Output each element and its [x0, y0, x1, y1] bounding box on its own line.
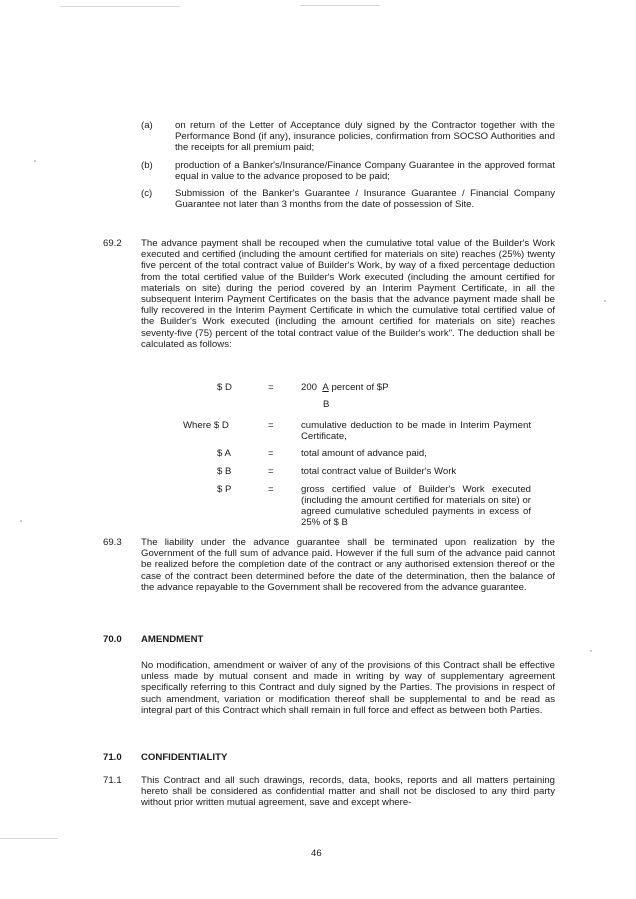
- where-row-description: gross certified value of Builder's Work executed (including the amount certified for materials on site) or agreed cumulative scheduled payments in excess of 25% of $ B: [301, 484, 531, 528]
- where-row-label: $ B: [217, 466, 232, 477]
- item-a-label: (a): [141, 120, 153, 131]
- where-row-label: $ P: [217, 484, 232, 495]
- section-70-heading: AMENDMENT: [141, 634, 204, 645]
- formula-numerator: [301, 382, 389, 393]
- where-row-equals: =: [268, 420, 274, 431]
- page-number: 46: [311, 848, 322, 859]
- scan-artifact-top: [60, 6, 180, 7]
- where-row-description: cumulative deduction to be made in Interim Payment Certificate,: [301, 420, 531, 442]
- clause-71-1-text: This Contract and all such drawings, records, data, books, reports and all matters pertaining hereto shall be considered as confidential matter and shall not be disclosed to any third party without prior written mutual agreement, save and except where-: [141, 775, 555, 809]
- formula-equals: =: [268, 382, 274, 393]
- clause-69-3-text: The liability under the advance guarantee shall be terminated upon realization by the Government of the full sum of advance paid. However if the full sum of the advance paid cannot be realized before the completion date of the contract or any authorised extension thereof or the case of the contract been determined before the date of the determination, then the balance of the advance repayable to the Government shall be recovered from the advance guarantee.: [141, 537, 555, 593]
- item-a-text: on return of the Letter of Acceptance duly signed by the Contractor together with the Performance Bond (if any), insurance policies, confirmation from SOCSO Authorities and the receipts for all premium paid;: [175, 120, 555, 154]
- item-b-label: (b): [141, 160, 153, 171]
- formula-lhs: $ D: [217, 382, 232, 393]
- where-row-description: total amount of advance paid,: [301, 448, 427, 459]
- formula-denominator: B: [323, 399, 330, 410]
- section-70-text: No modification, amendment or waiver of any of the provisions of this Contract shall be effective unless made by mutual consent and made in writing by way of supplementary agreement specifically referring to this Contract and duly signed by the Parties. The provisions in respect of such amendment, variation or modification thereof shall be supplemental to and be read as integral part of this Contract which shall remain in full force and effect as between both Parties.: [141, 660, 555, 716]
- scan-speck: [34, 160, 36, 162]
- clause-71-1-number: 71.1: [103, 775, 122, 786]
- where-row-equals: =: [268, 484, 274, 495]
- section-71-number: 71.0: [103, 752, 122, 763]
- formula-numerator-number: 200: [301, 382, 318, 393]
- scan-speck: [590, 650, 592, 652]
- clause-69-3-number: 69.3: [103, 537, 122, 548]
- item-c-text: Submission of the Banker's Guarantee / Insurance Guarantee / Financial Company Guarantee not later than 3 months from the date of possession of Site.: [175, 188, 555, 211]
- scan-artifact-top-2: [300, 5, 380, 6]
- where-row-equals: =: [268, 466, 274, 477]
- scan-speck: [604, 300, 606, 302]
- clause-69-2-number: 69.2: [103, 238, 122, 249]
- section-71-heading: CONFIDENTIALITY: [141, 752, 228, 763]
- where-row-label: Where $ D: [183, 420, 229, 431]
- clause-69-2-text: The advance payment shall be recouped when the cumulative total value of the Builder's Work executed and certified (including the amount certified for materials on site) reaches (25%) twenty five percent of the total contract value of Builder's Work, by way of a fixed percentage deduction from the total certified value of the Builder's Work executed (including the amount certified for materials on site) during the period covered by an Interim Payment Certificate, in all the subsequent Interim Payment Certificates on the basis that the advance payment made shall be fully recovered in the Interim Payment Certificate in which the cumulative total certified value of the Builder's Work executed (including the amount certified for materials on site) reaches seventy-five (75) percent of the total contract value of the Builder's work". The deduction shall be calculated as follows:: [141, 238, 555, 350]
- scan-speck: [20, 520, 22, 522]
- section-70-number: 70.0: [103, 634, 122, 645]
- item-b-text: production of a Banker's/Insurance/Finance Company Guarantee in the approved format equal in value to the advance proposed to be paid;: [175, 160, 555, 183]
- where-row-equals: =: [268, 448, 274, 459]
- where-row-description: total contract value of Builder's Work: [301, 466, 457, 477]
- where-row-label: $ A: [217, 448, 231, 459]
- item-c-label: (c): [141, 188, 153, 199]
- formula-numerator-rest: percent of $P: [331, 382, 389, 393]
- formula-numerator-variable: A: [322, 382, 329, 393]
- scan-artifact-left: [0, 838, 58, 839]
